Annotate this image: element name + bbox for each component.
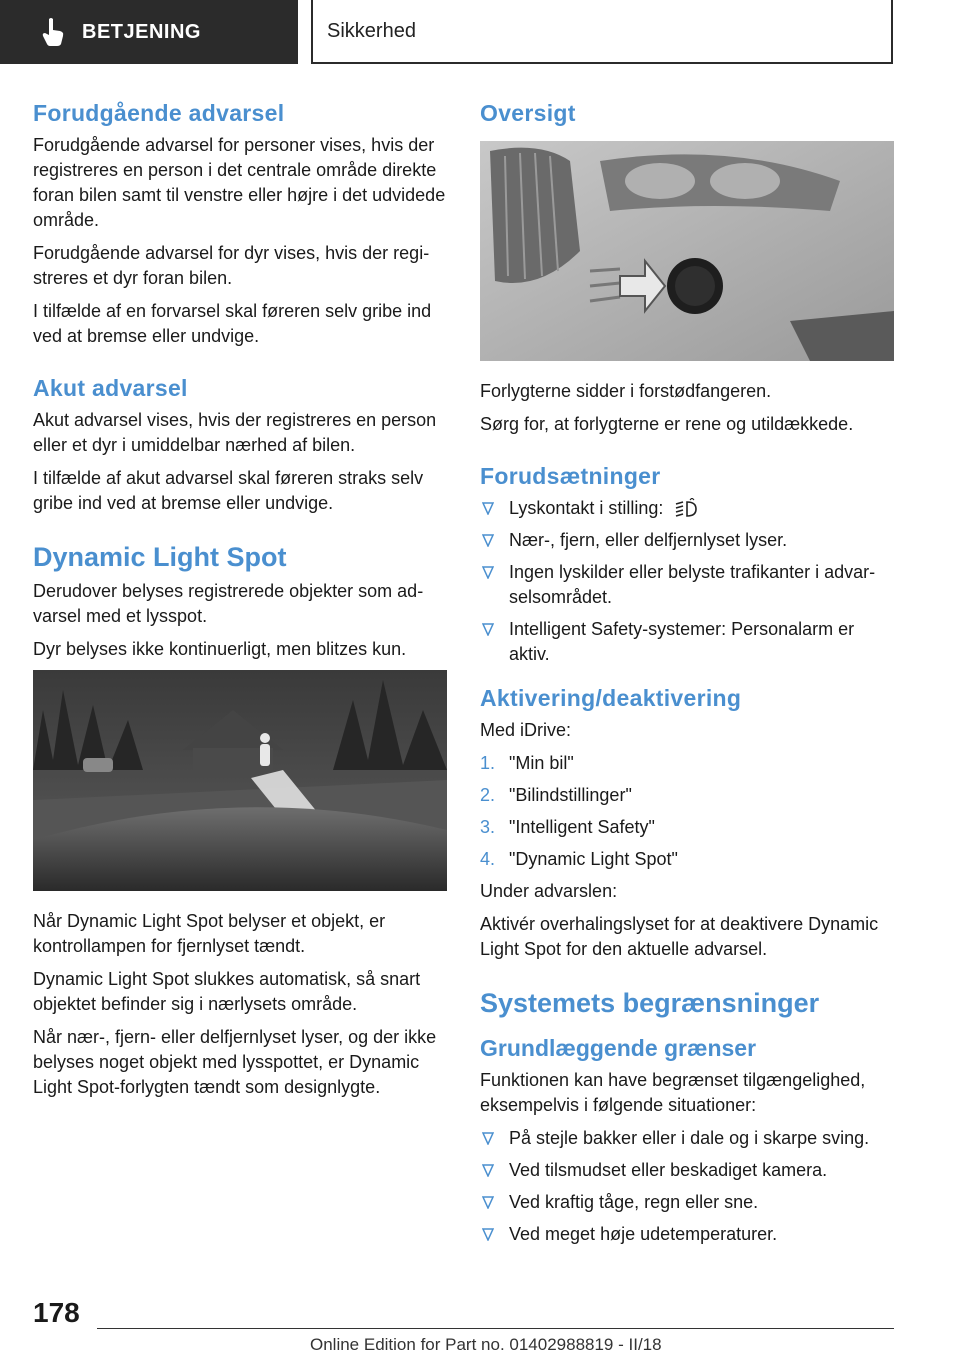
- paragraph: Akut advarsel vises, hvis der registreres en person eller et dyr i umiddelbar nærhed af bilen.: [33, 410, 437, 455]
- list-item: Ingen lyskilder eller belyste trafikanter i advarselsområdet.: [480, 560, 894, 610]
- paragraph: I tilfælde af akut advarsel skal føreren straks selv gribe ind ved at bremse eller undvige.: [33, 468, 424, 513]
- triangle-bullet-icon: [482, 1132, 494, 1145]
- paragraph: Med iDrive:: [480, 720, 572, 740]
- paragraph: Derudover belyses registrerede objekter som advarsel med et lysspot.: [33, 581, 424, 626]
- header-section-tab: [0, 0, 298, 64]
- paragraph: Når nær-, fjern- eller delfjernlyset lyser, og der ikke belyses noget objekt med lysspottet, er Dynamic Light Spot-forlygten tændt som designlygte.: [33, 1027, 437, 1097]
- auto-headlight-icon: [674, 498, 700, 520]
- header-chapter-box: [311, 0, 893, 64]
- heading-forudsaetninger: Forudsætninger: [480, 463, 661, 489]
- night-road-illustration: [33, 670, 447, 891]
- list-item: Lyskontakt i stilling:: [480, 496, 894, 521]
- pointing-hand-icon: [40, 17, 66, 47]
- triangle-bullet-icon: [482, 623, 494, 636]
- heading-aktivering: Aktivering/deaktivering: [480, 685, 742, 711]
- paragraph: Funktionen kan have begrænset tilgængelighed, eksempelvis i følgende situationer:: [480, 1070, 866, 1115]
- heading-dynamic-light-spot: Dynamic Light Spot: [33, 542, 287, 572]
- steps-list: [480, 751, 894, 872]
- paragraph: Forudgående advarsel for dyr vises, hvis der registreres et dyr foran bilen.: [33, 243, 430, 288]
- triangle-bullet-icon: [482, 1196, 494, 1209]
- list-item: Intelligent Safety-systemer: Personalarm er aktiv.: [480, 617, 894, 667]
- paragraph: Under advarslen:: [480, 881, 618, 901]
- paragraph: Dynamic Light Spot slukkes automatisk, så snart objektet befinder sig i nærlysets område.: [33, 969, 421, 1014]
- list-item: På stejle bakker eller i dale og i skarpe sving.: [480, 1126, 894, 1151]
- paragraph: Forudgående advarsel for personer vises, hvis der registreres en person i det centrale område direkte foran bilen samt til venstre eller højre i det udvidede område.: [33, 135, 446, 230]
- paragraph: I tilfælde af en forvarsel skal føreren selv gribe ind ved at bremse eller undvige.: [33, 301, 432, 346]
- list-item: 2. "Bilindstillinger": [480, 785, 632, 805]
- page-number: 178: [33, 1297, 80, 1328]
- prerequisites-list: [480, 496, 894, 667]
- left-column: [33, 100, 447, 1108]
- triangle-bullet-icon: [482, 566, 494, 579]
- list-item: Ved kraftig tåge, regn eller sne.: [480, 1190, 894, 1215]
- paragraph: Forlygterne sidder i forstødfangeren.: [480, 381, 772, 401]
- paragraph: Aktivér overhalingslyset for at deaktivere Dynamic Light Spot for den aktuelle advarsel.: [480, 914, 879, 959]
- chapter-title: Sikkerhed: [327, 19, 416, 42]
- front-bumper-illustration: [480, 141, 894, 361]
- list-item: Ved meget høje udetemperaturer.: [480, 1222, 894, 1247]
- triangle-bullet-icon: [482, 1228, 494, 1241]
- section-title: BETJENING: [82, 20, 201, 43]
- list-item: Ved tilsmudset eller beskadiget kamera.: [480, 1158, 894, 1183]
- list-item: Nær-, fjern, eller delfjernlyset lyser.: [480, 528, 894, 553]
- paragraph: Sørg for, at forlygterne er rene og utildækkede.: [480, 414, 854, 434]
- paragraph: Dyr belyses ikke kontinuerligt, men blitzes kun.: [33, 639, 407, 659]
- footer-divider: [97, 1328, 894, 1329]
- heading-grundlaeggende: Grundlæggende grænser: [480, 1035, 757, 1061]
- paragraph: Når Dynamic Light Spot belyser et objekt, er kontrollampen for fjernlyset tændt.: [33, 911, 386, 956]
- triangle-bullet-icon: [482, 534, 494, 547]
- edition-text: Online Edition for Part no. 01402988819 - II/18: [310, 1335, 662, 1354]
- limitations-list: [480, 1126, 894, 1247]
- triangle-bullet-icon: [482, 502, 494, 515]
- heading-oversigt: Oversigt: [480, 100, 576, 126]
- heading-forudgaaende: Forudgående advarsel: [33, 100, 285, 126]
- list-item: 1. "Min bil": [480, 753, 574, 773]
- list-item: 4. "Dynamic Light Spot": [480, 849, 678, 869]
- heading-akut: Akut advarsel: [33, 375, 188, 401]
- list-item: 3. "Intelligent Safety": [480, 817, 655, 837]
- triangle-bullet-icon: [482, 1164, 494, 1177]
- heading-systemets-begraensninger: Systemets begrænsninger: [480, 988, 820, 1018]
- right-column: [480, 100, 894, 1255]
